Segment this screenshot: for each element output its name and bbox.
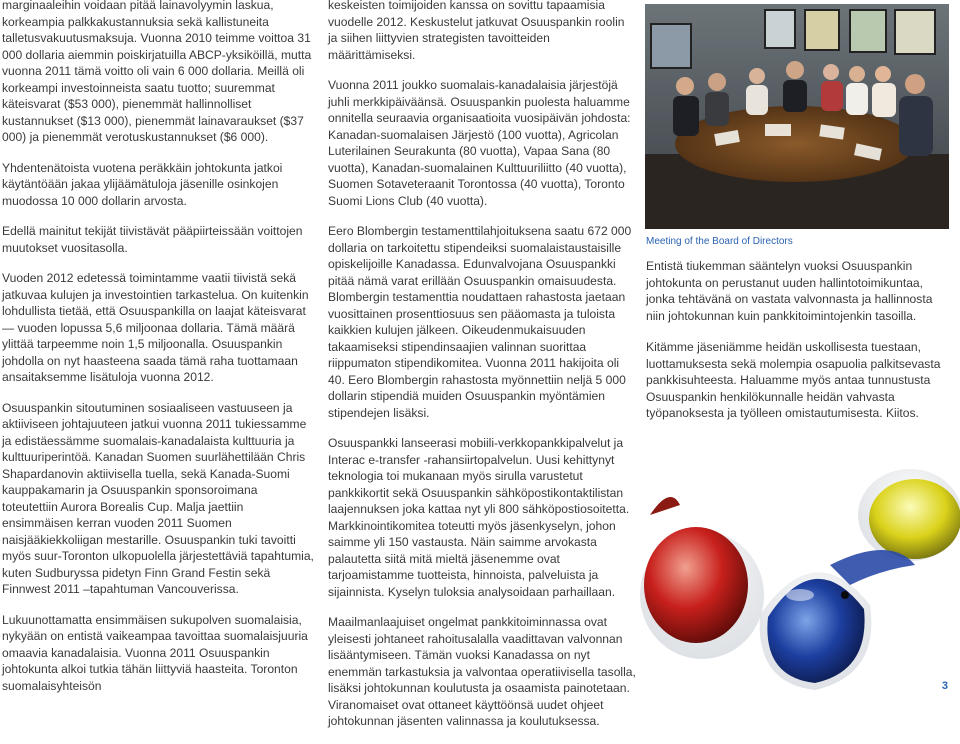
paragraph: marginaaleihin voidaan pitää lainavolyymin laskua, korkeampia palkkakustannuksia sekä kallistuneita talletusvakuutusmaksuja. Vuonna 2010 teimme voittoa 31 000 dollaria aiemmin poiskirjatuilla ABCP-yksiköillä, mutta vuonna 2011 tämä voitto oli vain 6 000 dollaria. Meillä oli korkeampi investoinneista saatu tuotto; suuremmat käteisvarat ($53 000), pienemmät hallinnolliset kustannukset ($13 000), pienemmät lainavaraukset ($37 000) ja pienemmät verotuskustannukset ($6 000). [2, 0, 312, 144]
paragraph: Kitämme jäseniämme heidän uskollisesta tuestaan, luottamuksesta sekä molempia osapuolia palkitsevasta pankkisuhteesta. Haluamme myös antaa tunnustusta Osuuspankin henkilökunnalle heidän vahvasta työpanoksesta ja työlleen omistautumisesta. Kiitos. [646, 340, 941, 420]
page-number: 3 [941, 680, 948, 692]
right-column [646, 258, 951, 437]
paragraph: Maailmanlaajuiset ongelmat pankkitoiminnassa ovat yleisesti johtaneet rahoitusalalla vaadittavan valvonnan lisääntymiseen. Tämän vuoksi Kanadassa on nyt enemmän tarkastuksia ja valvontaa operatiivisella tasolla, lisäksi johtokunnan koulutusta ja osaamista painotetaan. Viranomaiset ovat ottaneet käyttöönsä uudet ohjeet johtokunnan jäsenten valinnassa ja koulutuksessa. [328, 615, 636, 728]
paragraph: keskeisten toimijoiden kanssa on sovittu tapaamisia vuodelle 2012. Keskustelut jatkuvat Osuuspankin roolin ja siihen liittyvien strategisten tavoitteiden määrittämiseksi. [328, 0, 625, 62]
photo-caption: Meeting of the Board of Directors [646, 236, 793, 247]
paragraph: Lukuunottamatta ensimmäisen sukupolven suomalaisia, nykyään on entistä vaikeampaa tavoittaa suomalaisjuuria omaavia kanadalaisia. Vuonna 2011 Osuuspankin johtokunta alkoi tutkia tähän liittyviä haasteita. Toronton suomalaisyhteisön [2, 612, 308, 693]
paragraph: Eero Blombergin testamenttilahjoituksena saatu 672 000 dollaria on tarkoitettu stipendeiksi suomalaistaustaisille opiskelijoille Kanadassa. Edunvalvojana Osuuspankki pitää nämä varat erillään Osuuspankin omaisuudesta. Blombergin testamenttia noudattaen rahastosta jaetaan vuosittainen prosenttiosuus sen pääomasta ja tuloista kaikkien kulujen jälkeen. Oikeudenmukaisuuden takaamiseksi stipendinsaajien valinnan suorittaa riippumaton stipendikomitea. Vuonna 2011 hakijoita oli 40. Eero Blombergin rahastosta myönnettiin neljä 5 000 dollarin stipendiä muiden Osuuspankin myöntämien stipendejen lisäksi. [328, 224, 632, 420]
paragraph: Osuuspankki lanseerasi mobiili-verkkopankkipalvelut ja Interac e-transfer -rahansiirtopalvelun. Uusi kehittynyt teknologia toi mukanaan myös sirulla varustetut pankkikortit sekä Osuuspankin sähköpostikontaktilistan laajennuksen joka kattaa nyt yli 800 sähköpostiosoitetta. Markkinointikomitea toteutti myös jäsenkyselyn, johon saimme yli 150 vastausta. Näin saimme arvokasta palautetta siitä mitä mieltä jäsenemme ovat tarjoamistamme tuotteista, hinnoista, palveluista ja sijainnista. Kyselyn tuloksia analysoidaan parhaillaan. [328, 436, 630, 599]
paragraph: Entistä tiukemman sääntelyn vuoksi Osuuspankin johtokunta on perustanut uuden hallintotoimikuntaa, jonka tehtävänä on vastata valvonnasta ja hallinnosta niin johtokunnan kuin pankkitoimintojenkin tasoilla. [646, 259, 933, 323]
left-column [2, 0, 314, 708]
paragraph: Edellä mainitut tekijät tiivistävät pääpiirteissään voittojen muutokset vuositasolla. [2, 224, 303, 255]
glass-birds-image [640, 445, 960, 698]
board-meeting-photo [645, 4, 949, 229]
paragraph: Osuuspankin sitoutuminen sosiaaliseen vastuuseen ja aktiiviseen johtajuuteen jatkui vuonna 2011 tukiessamme ja edistäessämme suomalais-kanadalaista kulttuuria ja kulttuuriperintöä. Kanadan Suomen suurlähettilään Chris Shapardanovin aktiivisella tuella, sekä Kanada-Suomi kauppakamarin ja Osuuspankin sponsoroimana toteutettiin Aurora Borealis Cup. Malja jaettiin ensimmäisen kerran vuoden 2011 Suomen naisjääkiekkoliigan mestarille. Osuuspankin tuki tavoitti myös suur-Toronton ulkopuolella järjestettäviä tapahtumia, kuten Sudburyssa pidetyn Finn Grand Festin sekä Finnwest 2011 –tapahtuman Vancouverissa. [2, 400, 314, 596]
paragraph: Vuoden 2012 edetessä toimintamme vaatii tiivistä sekä jatkuvaa kulujen ja investointien tarkastelua. On kuitenkin lohdullista tietää, että Osuuspankilla on laajat käteisvarat — vuoden lopussa 5,6 miljoonaa dollaria. Tämä määrä ylittää tarpeemme noin 1,5 miljoonalla. Osuuspankin johdolla on nyt haasteena saada tämä raha tuottamaan ansaitaksemme lisätuloja vuonna 2012. [2, 271, 309, 384]
paragraph: Vuonna 2011 joukko suomalais-kanadalaisia järjestöjä juhli merkkipäiväänsä. Osuuspankin puolesta haluamme onnitella seuraavia organisaatioita vuosipäivän johdosta: Kanadan-suomalaisen Järjestö (100 vuotta), Agricolan Luterilainen Seurakunta (80 vuotta), Vapaa Sana (80 vuotta), Kanadan-suomalainen Kulttuuriliitto (40 vuotta), Suomen Sotaveteraanit Torontossa (40 vuotta), Toronto Suomi Lions Club (40 vuotta). [328, 78, 631, 208]
paragraph: Yhdentenätoista vuotena peräkkäin johtokunta jatkoi käytäntöään jakaa ylijäämätuloja jäsenille osinkojen muodossa 10 000 dollarin arvosta. [2, 160, 283, 208]
middle-column [328, 0, 636, 744]
